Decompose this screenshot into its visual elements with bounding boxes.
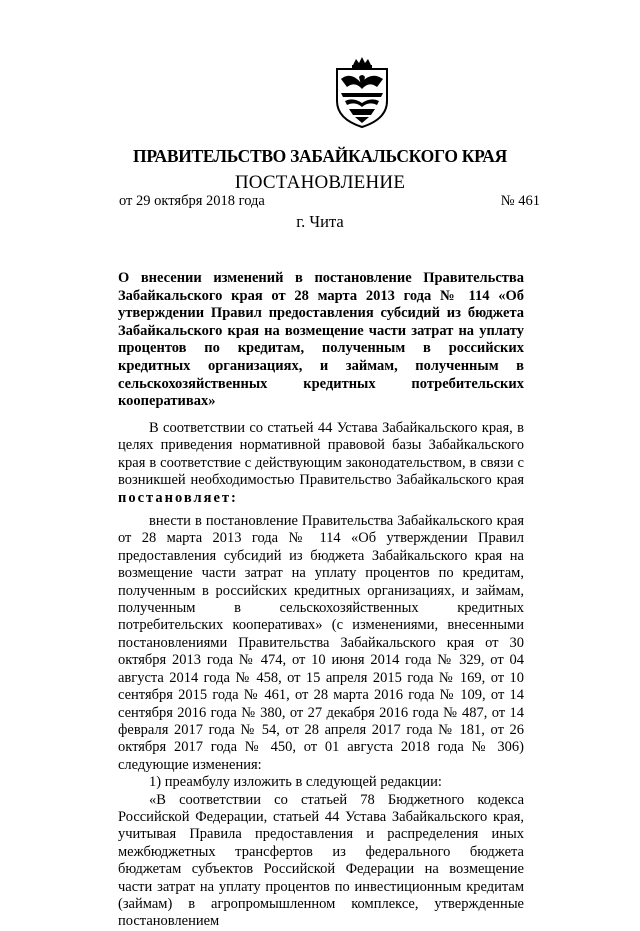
document-body [118, 420, 524, 931]
coat-of-arms-emblem [333, 57, 391, 129]
item-1-paragraph: 1) преамбулу изложить в следующей редакции: [149, 774, 442, 791]
decree-colon: : [231, 489, 238, 506]
document-title: О внесении изменений в постановление Правительства Забайкальского края от 28 марта 2013 года № 114 «Об утверждении Правил предоставления субсидий из бюджета Забайкальского края на возмещение части затрат на уплату процентов по кредитам, полученным в российских кредитных организациях, и займам, полученным в сельскохозяйственных кредитных потребительских кооперативах» [118, 270, 524, 410]
document-type: ПОСТАНОВЛЕНИЕ [234, 172, 406, 193]
document-number: № 461 [500, 193, 540, 209]
preamble-paragraph [118, 420, 524, 507]
quote-paragraph: «В соответствии со статьей 78 Бюджетного кодекса Российской Федерации, статьей 44 Устава Забайкальского края, учитывая Правила предоставления и распределения иных межбюджетных трансфертов из федерального бюджета бюджетам субъектов Российской Федерации на возмещение части затрат на уплату процентов по инвестиционным кредитам (займам) в агропромышленном комплексе, утвержденные постановлением [118, 791, 524, 930]
document-city: г. Чита [296, 212, 344, 231]
document-date: от 29 октября 2018 года [119, 193, 265, 209]
preamble-text: В соответствии со статьей 44 Устава Забайкальского края, в целях приведения нормативной правовой базы Забайкальского края в соответствие с действующим законодательством, в связи с возникшей необходимостью Правительство Забайкальского края [118, 420, 524, 489]
decree-word: постановляет [118, 489, 232, 506]
organization-name: ПРАВИТЕЛЬСТВО ЗАБАЙКАЛЬСКОГО КРАЯ [133, 146, 507, 166]
main-paragraph: внести в постановление Правительства Забайкальского края от 28 марта 2013 года № 114 «Об утверждении Правил предоставления субсидий из бюджета Забайкальского края на возмещение части затрат на уплату процентов по кредитам, полученным в российских кредитных организациях, и займам, полученным в сельскохозяйственных кредитных потребительских кооперативах» (с изменениями, внесенными постановлениями Правительства Забайкальского края от 30 октября 2013 года № 474, от 10 июня 2014 года № 329, от 04 августа 2014 года № 458, от 15 апреля 2015 года № 169, от 10 сентября 2015 года № 461, от 28 марта 2016 года № 109, от 14 сентября 2016 года № 380, от 27 декабря 2016 года № 487, от 14 февраля 2017 года № 54, от 28 апреля 2017 года № 181, от 26 октября 2017 года № 450, от 01 августа 2018 года № 306) следующие изменения: [118, 513, 524, 773]
